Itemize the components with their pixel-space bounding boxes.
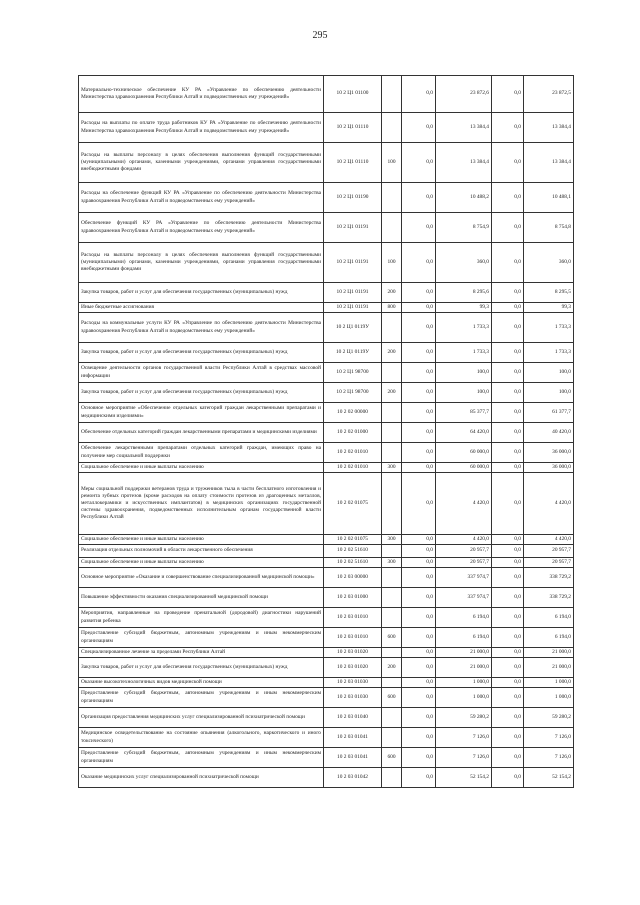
amount-cell-1: 0,0 <box>402 363 436 383</box>
amount-cell-3: 0,0 <box>492 588 524 608</box>
amount-cell-1: 0,0 <box>402 678 436 688</box>
amount-cell-4: 21 000,0 <box>524 648 574 658</box>
budget-code-cell: 10 2 03 01010 <box>324 628 382 648</box>
amount-cell-1: 0,0 <box>402 535 436 545</box>
amount-cell-3: 0,0 <box>492 183 524 213</box>
amount-cell-2: 21 000,0 <box>436 648 492 658</box>
amount-cell-4: 1 000,0 <box>524 678 574 688</box>
table-row <box>79 243 574 283</box>
table-row <box>79 658 574 678</box>
amount-cell-1: 0,0 <box>402 545 436 558</box>
expense-name-cell: Основное мероприятие «Обеспечение отдельных категорий граждан лекарственными препаратами и медицинскими изделиями» <box>79 403 324 423</box>
expense-name-cell: Предоставление субсидий бюджетным, автономным учреждениям и иным некоммерческим организациям <box>79 688 324 708</box>
expense-name-cell: Освещение деятельности органов государственной власти Республики Алтай в средствах массовой информации <box>79 363 324 383</box>
amount-cell-3: 0,0 <box>492 728 524 748</box>
amount-cell-4: 10 488,1 <box>524 183 574 213</box>
amount-cell-1: 0,0 <box>402 628 436 648</box>
expense-name-cell: Предоставление субсидий бюджетным, автономным учреждениям и иным некоммерческим организациям <box>79 748 324 768</box>
table-row <box>79 363 574 383</box>
expense-type-cell <box>382 708 402 728</box>
amount-cell-3: 0,0 <box>492 443 524 463</box>
amount-cell-2: 99,3 <box>436 303 492 313</box>
budget-code-cell: 10 2 Ц1 98700 <box>324 363 382 383</box>
budget-code-cell: 10 2 03 01040 <box>324 708 382 728</box>
amount-cell-1: 0,0 <box>402 183 436 213</box>
table-row <box>79 628 574 648</box>
amount-cell-1: 0,0 <box>402 688 436 708</box>
expense-type-cell <box>382 443 402 463</box>
amount-cell-2: 64 420,0 <box>436 423 492 443</box>
amount-cell-1: 0,0 <box>402 243 436 283</box>
budget-code-cell: 10 2 02 51610 <box>324 545 382 558</box>
expense-type-cell: 600 <box>382 748 402 768</box>
amount-cell-3: 0,0 <box>492 768 524 788</box>
expense-type-cell <box>382 588 402 608</box>
budget-code-cell: 10 2 03 01000 <box>324 588 382 608</box>
amount-cell-2: 100,0 <box>436 383 492 403</box>
amount-cell-4: 1 733,3 <box>524 313 574 343</box>
amount-cell-1: 0,0 <box>402 303 436 313</box>
amount-cell-2: 4 420,0 <box>436 535 492 545</box>
amount-cell-1: 0,0 <box>402 113 436 143</box>
table-row <box>79 423 574 443</box>
amount-cell-1: 0,0 <box>402 383 436 403</box>
budget-code-cell: 10 2 Ц1 0119У <box>324 313 382 343</box>
amount-cell-3: 0,0 <box>492 423 524 443</box>
page-number: 295 <box>312 30 328 41</box>
amount-cell-1: 0,0 <box>402 403 436 423</box>
expense-name-cell: Основное мероприятие «Оказание и совершенствование специализированной медицинской помощи» <box>79 568 324 588</box>
amount-cell-3: 0,0 <box>492 343 524 363</box>
amount-cell-1: 0,0 <box>402 708 436 728</box>
expense-type-cell: 300 <box>382 535 402 545</box>
table-row <box>79 143 574 183</box>
table-row <box>79 343 574 363</box>
amount-cell-3: 0,0 <box>492 243 524 283</box>
amount-cell-2: 20 957,7 <box>436 545 492 558</box>
budget-code-cell: 10 2 Ц1 01110 <box>324 143 382 183</box>
amount-cell-3: 0,0 <box>492 76 524 113</box>
amount-cell-4: 61 377,7 <box>524 403 574 423</box>
expense-name-cell: Расходы на коммунальные услуги КУ РА «Управление по обеспечению деятельности Министерства здравоохранения Республики Алтай и подведомственных ему учреждений» <box>79 313 324 343</box>
amount-cell-3: 0,0 <box>492 748 524 768</box>
amount-cell-2: 7 126,0 <box>436 728 492 748</box>
amount-cell-4: 100,0 <box>524 363 574 383</box>
table-row <box>79 383 574 403</box>
expense-name-cell: Расходы на выплаты персоналу в целях обеспечения выполнения функций государственными (муниципальными) органами, казенными учреждениями, органами управления государственными внебюджетными фондами <box>79 143 324 183</box>
expense-type-cell: 800 <box>382 303 402 313</box>
amount-cell-4: 20 957,7 <box>524 558 574 568</box>
amount-cell-2: 4 420,0 <box>436 473 492 535</box>
amount-cell-2: 100,0 <box>436 363 492 383</box>
expense-name-cell: Обеспечение лекарственными препаратами отдельных категорий граждан, имеющих право на получение мер социальной поддержки <box>79 443 324 463</box>
amount-cell-2: 52 154,2 <box>436 768 492 788</box>
table-row <box>79 403 574 423</box>
budget-code-cell: 10 2 Ц1 98700 <box>324 383 382 403</box>
amount-cell-4: 360,0 <box>524 243 574 283</box>
amount-cell-4: 8 295,5 <box>524 283 574 303</box>
expense-type-cell <box>382 183 402 213</box>
amount-cell-4: 52 154,2 <box>524 768 574 788</box>
amount-cell-2: 7 126,0 <box>436 748 492 768</box>
table-row <box>79 648 574 658</box>
expense-type-cell <box>382 568 402 588</box>
table-row <box>79 558 574 568</box>
budget-code-cell: 10 2 Ц1 01190 <box>324 183 382 213</box>
amount-cell-1: 0,0 <box>402 213 436 243</box>
budget-code-cell: 10 2 02 00000 <box>324 403 382 423</box>
amount-cell-3: 0,0 <box>492 283 524 303</box>
budget-code-cell: 10 2 02 51610 <box>324 558 382 568</box>
expense-type-cell <box>382 648 402 658</box>
expense-type-cell: 600 <box>382 688 402 708</box>
amount-cell-3: 0,0 <box>492 678 524 688</box>
amount-cell-4: 36 000,0 <box>524 463 574 473</box>
amount-cell-2: 360,0 <box>436 243 492 283</box>
table-row <box>79 313 574 343</box>
amount-cell-3: 0,0 <box>492 535 524 545</box>
amount-cell-2: 1 733,3 <box>436 343 492 363</box>
expense-name-cell: Реализация отдельных полномочий в области лекарственного обеспечения <box>79 545 324 558</box>
amount-cell-3: 0,0 <box>492 608 524 628</box>
amount-cell-1: 0,0 <box>402 343 436 363</box>
amount-cell-4: 6 194,0 <box>524 628 574 648</box>
amount-cell-2: 21 000,0 <box>436 658 492 678</box>
expense-type-cell: 600 <box>382 628 402 648</box>
expense-name-cell: Закупка товаров, работ и услуг для обеспечения государственных (муниципальных) нужд <box>79 283 324 303</box>
amount-cell-4: 23 872,5 <box>524 76 574 113</box>
amount-cell-3: 0,0 <box>492 658 524 678</box>
amount-cell-3: 0,0 <box>492 213 524 243</box>
expense-type-cell: 300 <box>382 463 402 473</box>
budget-code-cell: 10 2 03 01020 <box>324 658 382 678</box>
amount-cell-4: 338 729,2 <box>524 588 574 608</box>
table-row <box>79 748 574 768</box>
amount-cell-3: 0,0 <box>492 403 524 423</box>
expense-type-cell <box>382 403 402 423</box>
amount-cell-3: 0,0 <box>492 113 524 143</box>
expense-name-cell: Оказание медицинских услуг специализированной психиатрической помощи <box>79 768 324 788</box>
expense-type-cell <box>382 76 402 113</box>
expense-name-cell: Социальное обеспечение и иные выплаты населению <box>79 463 324 473</box>
expense-name-cell: Меры социальной поддержки ветеранов труда и тружеников тыла в части бесплатного изготовления и ремонта зубных протезов (кроме расходов на оплату стоимости протезов из драгоценных металлов, металлокерамики и искусственных имплантатов) в медицинских организациях государственной системы здравоохранения, подведомственных исполнительным органам государственной власти Республики Алтай <box>79 473 324 535</box>
amount-cell-3: 0,0 <box>492 363 524 383</box>
table-row <box>79 535 574 545</box>
amount-cell-3: 0,0 <box>492 688 524 708</box>
amount-cell-2: 60 000,0 <box>436 463 492 473</box>
amount-cell-2: 60 000,0 <box>436 443 492 463</box>
amount-cell-3: 0,0 <box>492 313 524 343</box>
table-row <box>79 76 574 113</box>
amount-cell-3: 0,0 <box>492 383 524 403</box>
table-row <box>79 113 574 143</box>
amount-cell-1: 0,0 <box>402 558 436 568</box>
amount-cell-3: 0,0 <box>492 708 524 728</box>
expense-type-cell: 300 <box>382 558 402 568</box>
budget-code-cell: 10 2 02 01010 <box>324 443 382 463</box>
budget-code-cell: 10 2 03 01020 <box>324 648 382 658</box>
budget-code-cell: 10 2 02 01075 <box>324 535 382 545</box>
expense-type-cell <box>382 423 402 443</box>
amount-cell-2: 1 000,0 <box>436 688 492 708</box>
amount-cell-1: 0,0 <box>402 443 436 463</box>
amount-cell-1: 0,0 <box>402 423 436 443</box>
table-row <box>79 588 574 608</box>
table-row <box>79 183 574 213</box>
amount-cell-4: 338 729,2 <box>524 568 574 588</box>
amount-cell-4: 7 126,0 <box>524 748 574 768</box>
table-row <box>79 678 574 688</box>
amount-cell-4: 20 957,7 <box>524 545 574 558</box>
expense-name-cell: Социальное обеспечение и иные выплаты населению <box>79 558 324 568</box>
expense-type-cell <box>382 678 402 688</box>
expense-type-cell <box>382 728 402 748</box>
table-row <box>79 608 574 628</box>
expense-name-cell: Закупка товаров, работ и услуг для обеспечения государственных (муниципальных) нужд <box>79 343 324 363</box>
expense-type-cell: 200 <box>382 283 402 303</box>
amount-cell-4: 21 000,0 <box>524 658 574 678</box>
expense-type-cell: 100 <box>382 143 402 183</box>
expense-name-cell: Специализированное лечение за пределами Республики Алтай <box>79 648 324 658</box>
amount-cell-1: 0,0 <box>402 313 436 343</box>
amount-cell-2: 59 280,2 <box>436 708 492 728</box>
amount-cell-3: 0,0 <box>492 628 524 648</box>
table-row <box>79 728 574 748</box>
amount-cell-4: 1 000,0 <box>524 688 574 708</box>
amount-cell-3: 0,0 <box>492 558 524 568</box>
expense-name-cell: Предоставление субсидий бюджетным, автономным учреждениям и иным некоммерческим организациям <box>79 628 324 648</box>
expense-name-cell: Социальное обеспечение и иные выплаты населению <box>79 535 324 545</box>
expense-name-cell: Материально-техническое обеспечение КУ РА «Управление по обеспечению деятельности Министерства здравоохранения Республики Алтай и подведомственных ему учреждений» <box>79 76 324 113</box>
amount-cell-1: 0,0 <box>402 588 436 608</box>
budget-code-cell: 10 2 03 01041 <box>324 748 382 768</box>
amount-cell-1: 0,0 <box>402 76 436 113</box>
table-row <box>79 708 574 728</box>
budget-code-cell: 10 2 03 01010 <box>324 608 382 628</box>
amount-cell-3: 0,0 <box>492 463 524 473</box>
amount-cell-1: 0,0 <box>402 608 436 628</box>
amount-cell-2: 1 000,0 <box>436 678 492 688</box>
expense-type-cell: 100 <box>382 243 402 283</box>
expense-type-cell <box>382 473 402 535</box>
table-row <box>79 283 574 303</box>
expense-type-cell: 200 <box>382 383 402 403</box>
expense-name-cell: Повышение эффективности оказания специализированной медицинской помощи <box>79 588 324 608</box>
expense-name-cell: Мероприятия, направленные на проведение пренатальной (дородовой) диагностики нарушений развития ребенка <box>79 608 324 628</box>
amount-cell-2: 13 384,4 <box>436 143 492 183</box>
amount-cell-3: 0,0 <box>492 143 524 183</box>
amount-cell-1: 0,0 <box>402 748 436 768</box>
budget-code-cell: 10 2 Ц1 01100 <box>324 76 382 113</box>
amount-cell-1: 0,0 <box>402 648 436 658</box>
amount-cell-2: 6 194,0 <box>436 628 492 648</box>
expense-name-cell: Расходы на обеспечение функций КУ РА «Управление по обеспечению деятельности Министерства здравоохранения Республики Алтай и подведомственных ему учреждений» <box>79 183 324 213</box>
expense-name-cell: Расходы на выплаты по оплате труда работников КУ РА «Управление по обеспечению деятельности Министерства здравоохранения Республики Алтай и подведомственных ему учреждений» <box>79 113 324 143</box>
expense-type-cell <box>382 113 402 143</box>
expense-name-cell: Иные бюджетные ассигнования <box>79 303 324 313</box>
amount-cell-4: 13 384,4 <box>524 113 574 143</box>
amount-cell-3: 0,0 <box>492 303 524 313</box>
amount-cell-3: 0,0 <box>492 473 524 535</box>
amount-cell-1: 0,0 <box>402 658 436 678</box>
expense-type-cell <box>382 608 402 628</box>
expense-name-cell: Обеспечение отдельных категорий граждан лекарственными препаратами и медицинскими изделиями <box>79 423 324 443</box>
table-row <box>79 473 574 535</box>
table-row <box>79 768 574 788</box>
amount-cell-4: 36 000,0 <box>524 443 574 463</box>
amount-cell-4: 59 280,2 <box>524 708 574 728</box>
expense-name-cell: Организация предоставления медицинских услуг специализированной психиатрической помощи <box>79 708 324 728</box>
amount-cell-3: 0,0 <box>492 568 524 588</box>
amount-cell-4: 1 733,3 <box>524 343 574 363</box>
amount-cell-2: 85 377,7 <box>436 403 492 423</box>
amount-cell-2: 337 974,7 <box>436 568 492 588</box>
budget-code-cell: 10 2 02 01010 <box>324 463 382 473</box>
amount-cell-4: 40 420,0 <box>524 423 574 443</box>
budget-code-cell: 10 2 02 01075 <box>324 473 382 535</box>
amount-cell-3: 0,0 <box>492 545 524 558</box>
amount-cell-2: 1 733,3 <box>436 313 492 343</box>
table-row <box>79 443 574 463</box>
expense-name-cell: Обеспечение функций КУ РА «Управление по обеспечению деятельности Министерства здравоохранения Республики Алтай и подведомственных ему учреждений» <box>79 213 324 243</box>
budget-code-cell: 10 2 Ц1 01191 <box>324 303 382 313</box>
amount-cell-4: 100,0 <box>524 383 574 403</box>
budget-code-cell: 10 2 02 01000 <box>324 423 382 443</box>
expense-name-cell: Закупка товаров, работ и услуг для обеспечения государственных (муниципальных) нужд <box>79 383 324 403</box>
amount-cell-4: 4 420,0 <box>524 473 574 535</box>
amount-cell-1: 0,0 <box>402 568 436 588</box>
expense-name-cell: Оказание высокотехнологичных видов медицинской помощи <box>79 678 324 688</box>
budget-code-cell: 10 2 Ц1 01191 <box>324 283 382 303</box>
table-row <box>79 688 574 708</box>
expense-type-cell: 200 <box>382 658 402 678</box>
expense-name-cell: Медицинское освидетельствование на состояние опьянения (алкогольного, наркотического и иного токсического) <box>79 728 324 748</box>
expense-name-cell: Закупка товаров, работ и услуг для обеспечения государственных (муниципальных) нужд <box>79 658 324 678</box>
amount-cell-4: 8 754,8 <box>524 213 574 243</box>
amount-cell-1: 0,0 <box>402 143 436 183</box>
table-body <box>79 76 574 788</box>
table-row <box>79 213 574 243</box>
table-row <box>79 303 574 313</box>
expense-type-cell <box>382 213 402 243</box>
amount-cell-1: 0,0 <box>402 768 436 788</box>
amount-cell-3: 0,0 <box>492 648 524 658</box>
table-row <box>79 568 574 588</box>
budget-code-cell: 10 2 03 00000 <box>324 568 382 588</box>
budget-code-cell: 10 2 Ц1 01191 <box>324 243 382 283</box>
amount-cell-1: 0,0 <box>402 283 436 303</box>
amount-cell-2: 8 295,6 <box>436 283 492 303</box>
amount-cell-4: 99,3 <box>524 303 574 313</box>
budget-code-cell: 10 2 03 01041 <box>324 728 382 748</box>
amount-cell-4: 4 420,0 <box>524 535 574 545</box>
amount-cell-1: 0,0 <box>402 728 436 748</box>
amount-cell-2: 23 872,6 <box>436 76 492 113</box>
expense-type-cell <box>382 768 402 788</box>
amount-cell-4: 7 126,0 <box>524 728 574 748</box>
amount-cell-2: 6 194,0 <box>436 608 492 628</box>
amount-cell-2: 20 957,7 <box>436 558 492 568</box>
amount-cell-2: 10 488,2 <box>436 183 492 213</box>
amount-cell-1: 0,0 <box>402 473 436 535</box>
table-row <box>79 545 574 558</box>
expense-type-cell <box>382 363 402 383</box>
budget-code-cell: 10 2 Ц1 01110 <box>324 113 382 143</box>
amount-cell-2: 8 754,9 <box>436 213 492 243</box>
budget-code-cell: 10 2 03 01042 <box>324 768 382 788</box>
budget-code-cell: 10 2 03 01030 <box>324 678 382 688</box>
amount-cell-2: 13 384,4 <box>436 113 492 143</box>
budget-code-cell: 10 2 03 01030 <box>324 688 382 708</box>
table-row <box>79 463 574 473</box>
expense-name-cell: Расходы на выплаты персоналу в целях обеспечения выполнения функций государственными (муниципальными) органами, казенными учреждениями, органами управления государственными внебюджетными фондами <box>79 243 324 283</box>
budget-table <box>78 75 574 788</box>
amount-cell-4: 6 194,0 <box>524 608 574 628</box>
budget-code-cell: 10 2 Ц1 01191 <box>324 213 382 243</box>
budget-code-cell: 10 2 Ц1 0119У <box>324 343 382 363</box>
amount-cell-2: 337 974,7 <box>436 588 492 608</box>
expense-type-cell: 200 <box>382 343 402 363</box>
amount-cell-4: 13 384,4 <box>524 143 574 183</box>
amount-cell-1: 0,0 <box>402 463 436 473</box>
expense-type-cell <box>382 545 402 558</box>
expense-type-cell <box>382 313 402 343</box>
